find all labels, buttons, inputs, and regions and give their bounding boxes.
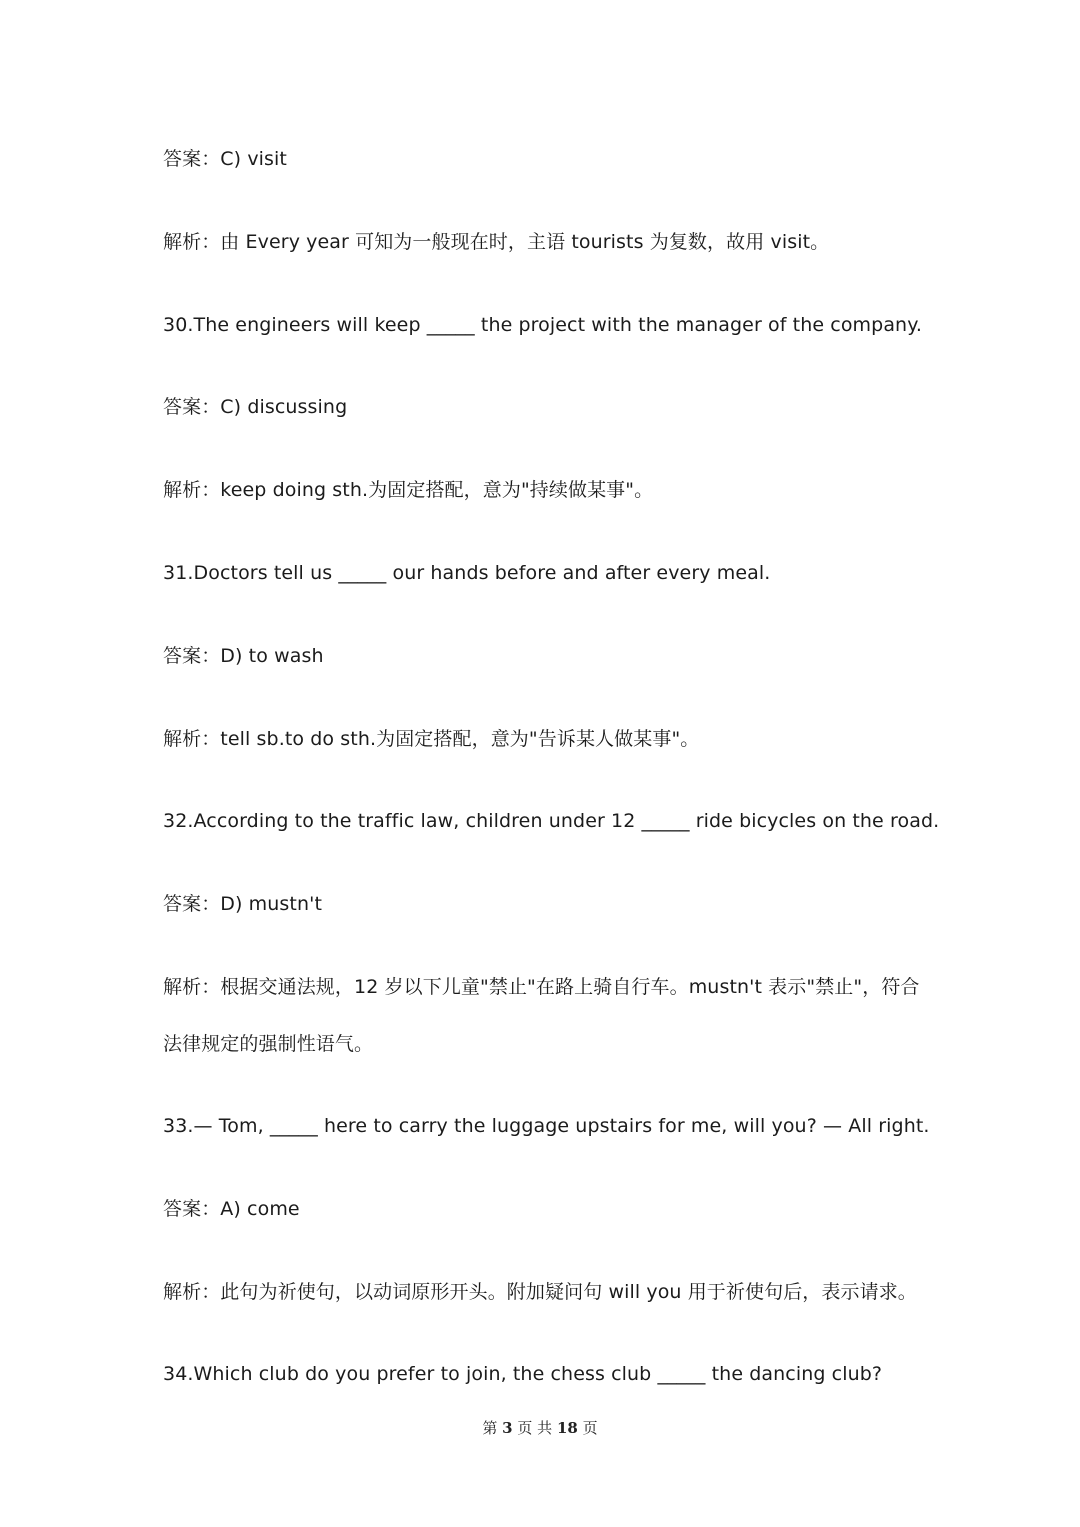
question-34: 34.Which club do you prefer to join, the chess club _____ the dancing club? [163, 1363, 883, 1385]
answer-31: 答案：D) to wash [163, 645, 324, 667]
current-page-number: 3 [502, 1419, 513, 1437]
answer-29: 答案：C) visit [163, 148, 287, 170]
explanation-33: 解析：此句为祈使句，以动词原形开头。附加疑问句 will you 用于祈使句后，表示请求。 [163, 1281, 917, 1303]
answer-33: 答案：A) come [163, 1198, 300, 1220]
footer-suffix: 页 [582, 1419, 598, 1437]
explanation-32: 解析：根据交通法规，12 岁以下儿童"禁止"在路上骑自行车。mustn't 表示"禁止"，符合 [163, 976, 920, 998]
question-30: 30.The engineers will keep _____ the project with the manager of the company. [163, 314, 922, 336]
explanation-30: 解析：keep doing sth.为固定搭配，意为"持续做某事"。 [163, 479, 654, 501]
question-32: 32.According to the traffic law, children under 12 _____ ride bicycles on the road. [163, 810, 940, 832]
page-footer [0, 1417, 1080, 1439]
answer-32: 答案：D) mustn't [163, 893, 322, 915]
question-33: 33.— Tom, _____ here to carry the luggage upstairs for me, will you? — All right. [163, 1115, 930, 1137]
explanation-32-continued: 法律规定的强制性语气。 [163, 1033, 374, 1055]
footer-prefix: 第 [482, 1419, 498, 1437]
answer-30: 答案：C) discussing [163, 396, 348, 418]
footer-middle: 页 共 [517, 1419, 553, 1437]
explanation-29: 解析：由 Every year 可知为一般现在时，主语 tourists 为复数，故用 visit。 [163, 231, 830, 253]
total-page-count: 18 [556, 1419, 578, 1437]
explanation-31: 解析：tell sb.to do sth.为固定搭配，意为"告诉某人做某事"。 [163, 728, 700, 750]
question-31: 31.Doctors tell us _____ our hands before and after every meal. [163, 562, 771, 584]
